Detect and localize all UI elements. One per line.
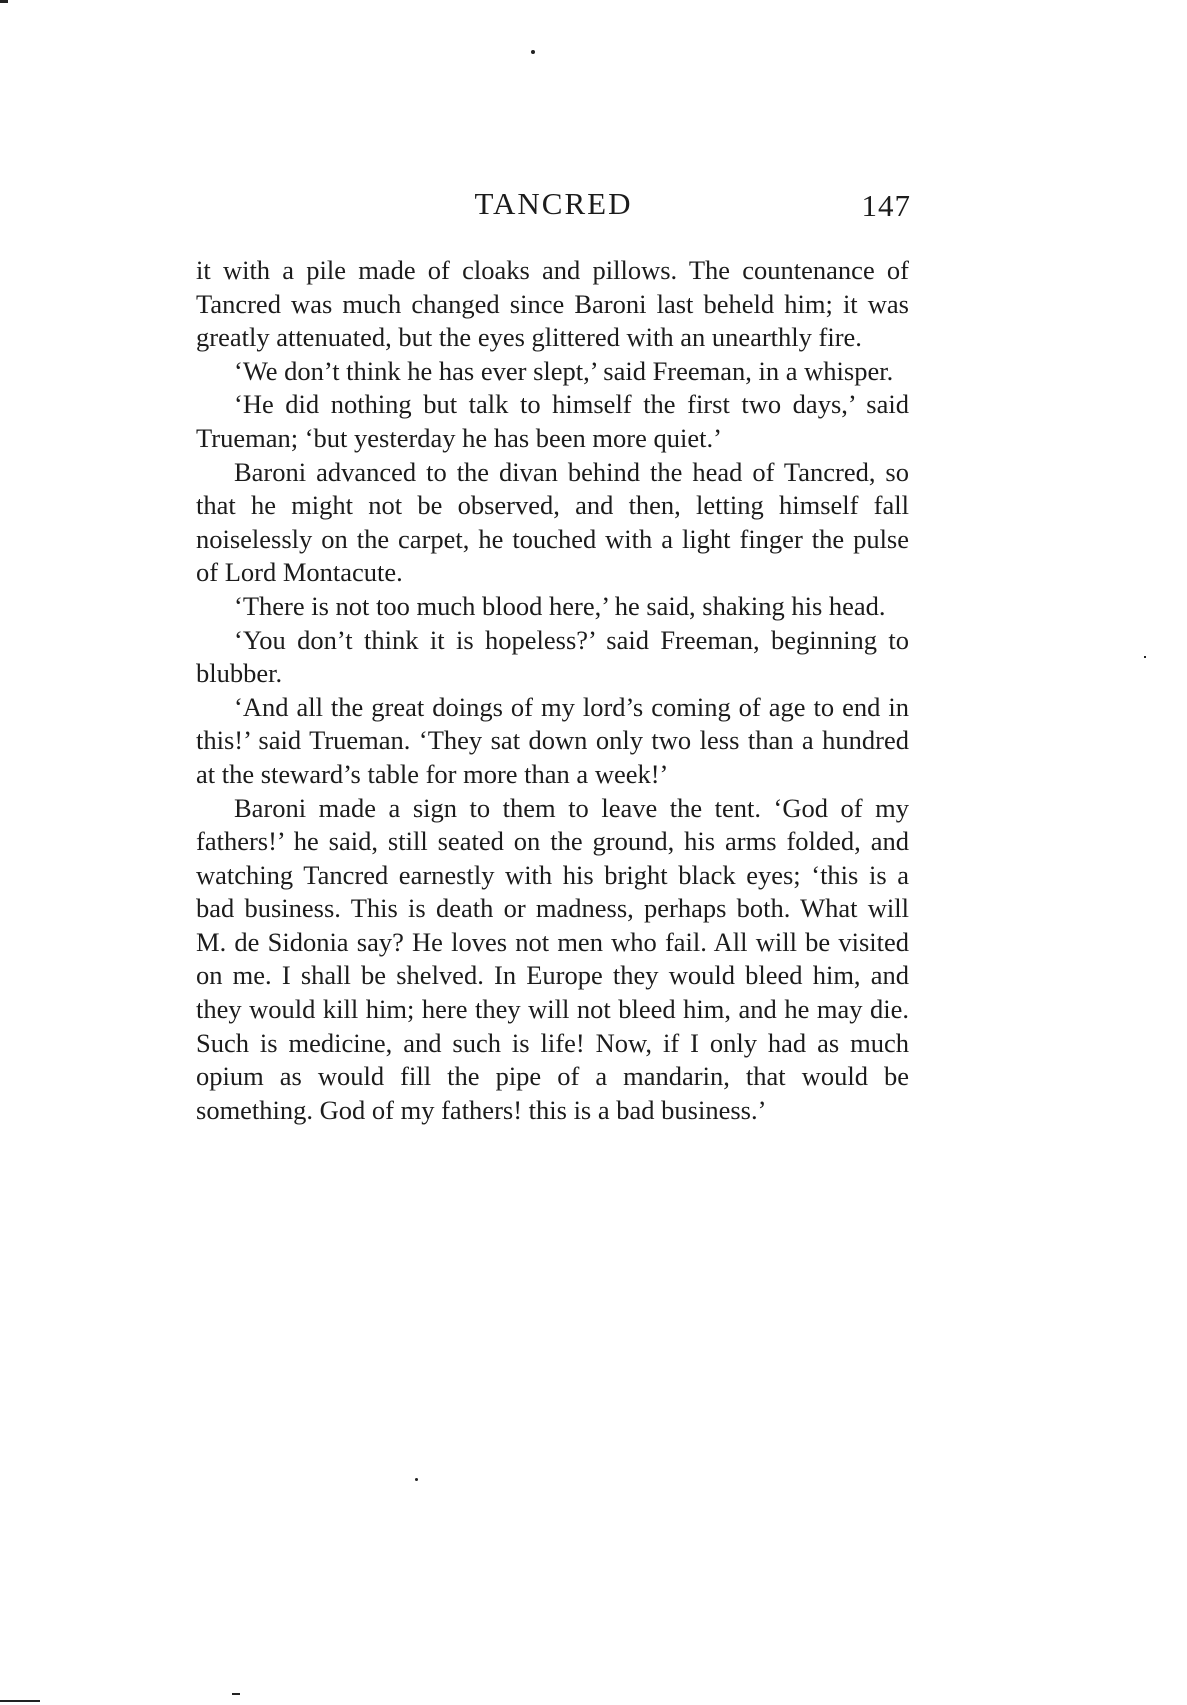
paragraph: ‘You don’t think it is hopeless?’ said Freeman, beginning to blubber.: [196, 624, 909, 689]
paragraph: Baroni advanced to the divan behind the head of Tancred, so that he might not be observed, and then, letting himself fall noiselessly on the carpet, he touched with a light finger the pulse of Lord Montacute.: [196, 456, 909, 588]
scan-speck: [531, 50, 535, 54]
scan-speck: [1144, 656, 1146, 658]
scan-speck: [415, 1478, 418, 1481]
paragraph: ‘He did nothing but talk to himself the first two days,’ said Trueman; ‘but yesterday he has been more quiet.’: [196, 389, 909, 453]
scan-speck: [232, 1693, 240, 1695]
paragraph: it with a pile made of cloaks and pillows. The countenance of Tancred was much changed since Baroni last beheld him; it was greatly attenuated, but the eyes glittered with an unearthly fire.: [196, 255, 909, 353]
paragraph: ‘And all the great doings of my lord’s coming of age to end in this!’ said Trueman. ‘They sat down only two less than a hundred at the steward’s table for more than a week!’: [196, 691, 909, 789]
scan-edge-mark: [0, 1700, 40, 1702]
page-number: 147: [861, 188, 911, 223]
paragraph: ‘We don’t think he has ever slept,’ said Freeman, in a whisper.: [234, 355, 894, 386]
paragraph: Baroni made a sign to them to leave the tent. ‘God of my fathers!’ he said, still seated on the ground, his arms folded, and watching Tancred earnestly with his bright black eyes; ‘this is a bad business. This is death or madness, perhaps both. What will M. de Sidonia say? He loves not men who fail. All will be visited on me. I shall be shelved. In Europe they would bleed him, and they would kill him; here they will not bleed him, and he may die. Such is medicine, and such is life! Now, if I only had as much opium as would fill the pipe of a mandarin, that would be something. God of my fathers! this is a bad business.’: [196, 792, 909, 1125]
paragraph: ‘There is not too much blood here,’ he said, shaking his head.: [234, 590, 886, 621]
running-head: [196, 186, 911, 226]
body-text: [196, 254, 909, 1127]
scan-corner-mark: [0, 0, 8, 3]
running-title: TANCRED: [474, 186, 633, 221]
